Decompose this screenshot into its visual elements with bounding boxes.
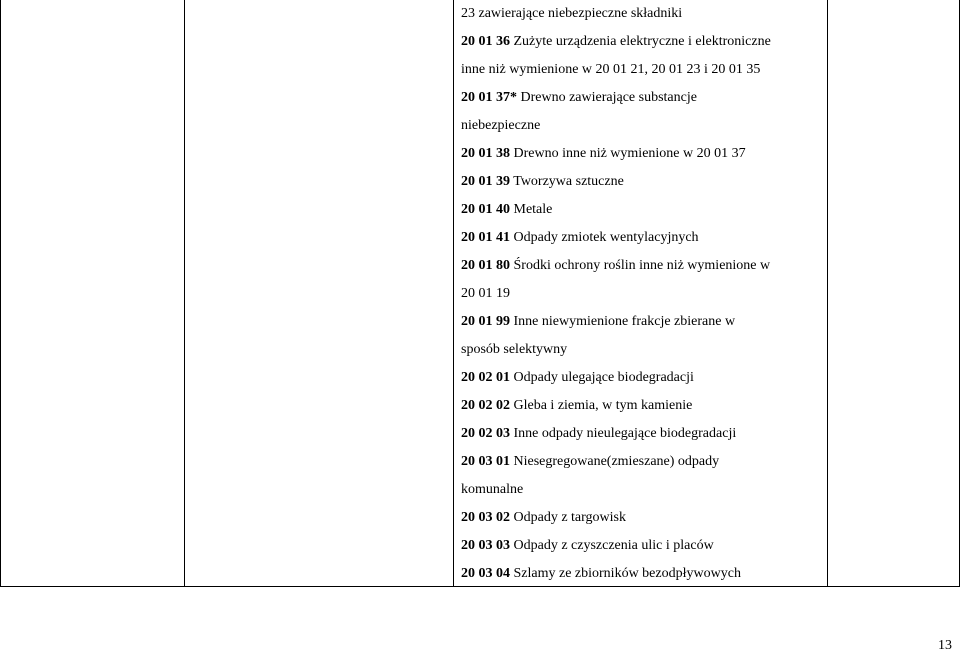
waste-code-line bbox=[461, 448, 825, 476]
waste-code: 20 01 99 bbox=[461, 314, 510, 329]
waste-code-line bbox=[461, 308, 825, 336]
waste-description: komunalne bbox=[461, 482, 524, 497]
waste-code-list bbox=[461, 0, 825, 588]
waste-description: Tworzywa sztuczne bbox=[510, 174, 624, 189]
waste-code: 20 03 03 bbox=[461, 538, 510, 553]
waste-description: Odpady z targowisk bbox=[510, 510, 626, 525]
waste-description: Odpady z czyszczenia ulic i placów bbox=[510, 538, 714, 553]
waste-code-line bbox=[461, 112, 825, 140]
waste-description: Szlamy ze zbiorników bezodpływowych bbox=[510, 566, 741, 581]
waste-description: Zużyte urządzenia elektryczne i elektroniczne bbox=[510, 34, 771, 49]
waste-description: 20 01 19 bbox=[461, 286, 510, 301]
waste-description: Niesegregowane(zmieszane) odpady bbox=[510, 454, 720, 469]
waste-code: 20 03 01 bbox=[461, 454, 510, 469]
waste-code: 20 01 41 bbox=[461, 230, 510, 245]
column-divider bbox=[453, 0, 454, 586]
waste-description: Drewno inne niż wymienione w 20 01 37 bbox=[510, 146, 746, 161]
waste-description: Odpady ulegające biodegradacji bbox=[510, 370, 694, 385]
waste-code: 20 01 38 bbox=[461, 146, 510, 161]
waste-code-line bbox=[461, 56, 825, 84]
waste-code-line bbox=[461, 0, 825, 28]
waste-code: 20 02 01 bbox=[461, 370, 510, 385]
column-divider bbox=[184, 0, 185, 586]
page-number: 13 bbox=[938, 638, 952, 653]
waste-code: 20 01 37* bbox=[461, 90, 517, 105]
waste-code-line bbox=[461, 532, 825, 560]
waste-code-line bbox=[461, 280, 825, 308]
waste-code-line bbox=[461, 252, 825, 280]
waste-description: Środki ochrony roślin inne niż wymienione w bbox=[510, 258, 771, 273]
waste-code: 20 02 03 bbox=[461, 426, 510, 441]
waste-description: Odpady zmiotek wentylacyjnych bbox=[510, 230, 699, 245]
waste-code-line bbox=[461, 420, 825, 448]
waste-code: 20 03 04 bbox=[461, 566, 510, 581]
waste-description: 23 zawierające niebezpieczne składniki bbox=[461, 6, 683, 21]
waste-code-line bbox=[461, 84, 825, 112]
waste-description: sposób selektywny bbox=[461, 342, 568, 357]
waste-code: 20 01 36 bbox=[461, 34, 510, 49]
waste-code-line bbox=[461, 476, 825, 504]
waste-description: Drewno zawierające substancje bbox=[517, 90, 697, 105]
waste-code-line bbox=[461, 140, 825, 168]
waste-code: 20 02 02 bbox=[461, 398, 510, 413]
waste-description: Inne odpady nieulegające biodegradacji bbox=[510, 426, 737, 441]
waste-description: Gleba i ziemia, w tym kamienie bbox=[510, 398, 693, 413]
waste-code-line bbox=[461, 28, 825, 56]
waste-code: 20 01 40 bbox=[461, 202, 510, 217]
waste-code-line bbox=[461, 336, 825, 364]
waste-code-line bbox=[461, 168, 825, 196]
waste-code-line bbox=[461, 392, 825, 420]
column-divider bbox=[827, 0, 828, 586]
waste-code-line bbox=[461, 560, 825, 588]
waste-code: 20 01 80 bbox=[461, 258, 510, 273]
waste-code-line bbox=[461, 196, 825, 224]
waste-description: Inne niewymienione frakcje zbierane w bbox=[510, 314, 736, 329]
waste-code-line bbox=[461, 504, 825, 532]
waste-description: niebezpieczne bbox=[461, 118, 541, 133]
waste-description: Metale bbox=[510, 202, 553, 217]
waste-code-line bbox=[461, 224, 825, 252]
waste-description: inne niż wymienione w 20 01 21, 20 01 23 i 20 01 35 bbox=[461, 62, 761, 77]
waste-code-line bbox=[461, 364, 825, 392]
waste-code: 20 01 39 bbox=[461, 174, 510, 189]
waste-code: 20 03 02 bbox=[461, 510, 510, 525]
